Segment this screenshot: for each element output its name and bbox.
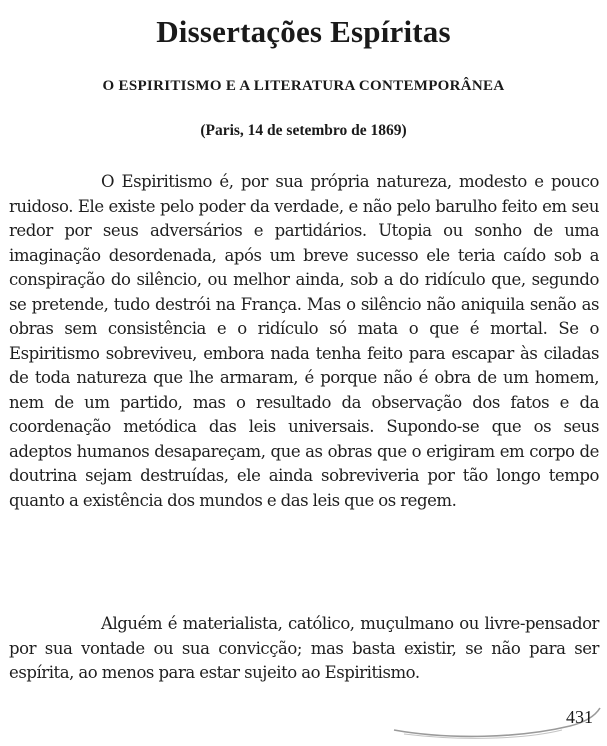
body-paragraph-2: Alguém é materialista, católico, muçulmano ou livre-pensador por sua vontade ou sua convicção; mas basta existir, se não para ser espírita, ao menos para estar sujeito ao Espiritismo. xyxy=(9,614,599,682)
article-date: (Paris, 14 de setembro de 1869) xyxy=(200,122,407,139)
article-subtitle: O ESPIRITISMO E A LITERATURA CONTEMPORÂNEA xyxy=(102,78,505,94)
page-number: 431 xyxy=(566,707,593,727)
body-paragraph-1: O Espiritismo é, por sua própria natureza, modesto e pouco ruidoso. Ele existe pelo poder da verdade, e não pelo barulho feito em seu redor por seus adversários e partidários. Utopia ou sonho de uma imaginação desordenada, após um breve sucesso ele teria caído sob a conspiração do silêncio, ou melhor ainda, sob a do ridículo que, segundo se pretende, tudo destrói na França. Mas o silêncio não aniquila senão as obras sem consistência e o ridículo só mata o que é mortal. Se o Espiritismo sobreviveu, embora nada tenha feito para escapar às ciladas de toda natureza que lhe armaram, é porque não é obra de um homem, nem de um partido, mas o resultado da observação dos fatos e da coordenação metódica das leis universais. Supondo-se que os seus adeptos humanos desapareçam, que as obras que o erigiram em corpo de doutrina sejam destruídas, ele ainda sobreviveria por tão longo tempo quanto a existência dos mundos e das leis que os regem. xyxy=(9,172,599,510)
page-title: Dissertações Espíritas xyxy=(156,14,451,49)
